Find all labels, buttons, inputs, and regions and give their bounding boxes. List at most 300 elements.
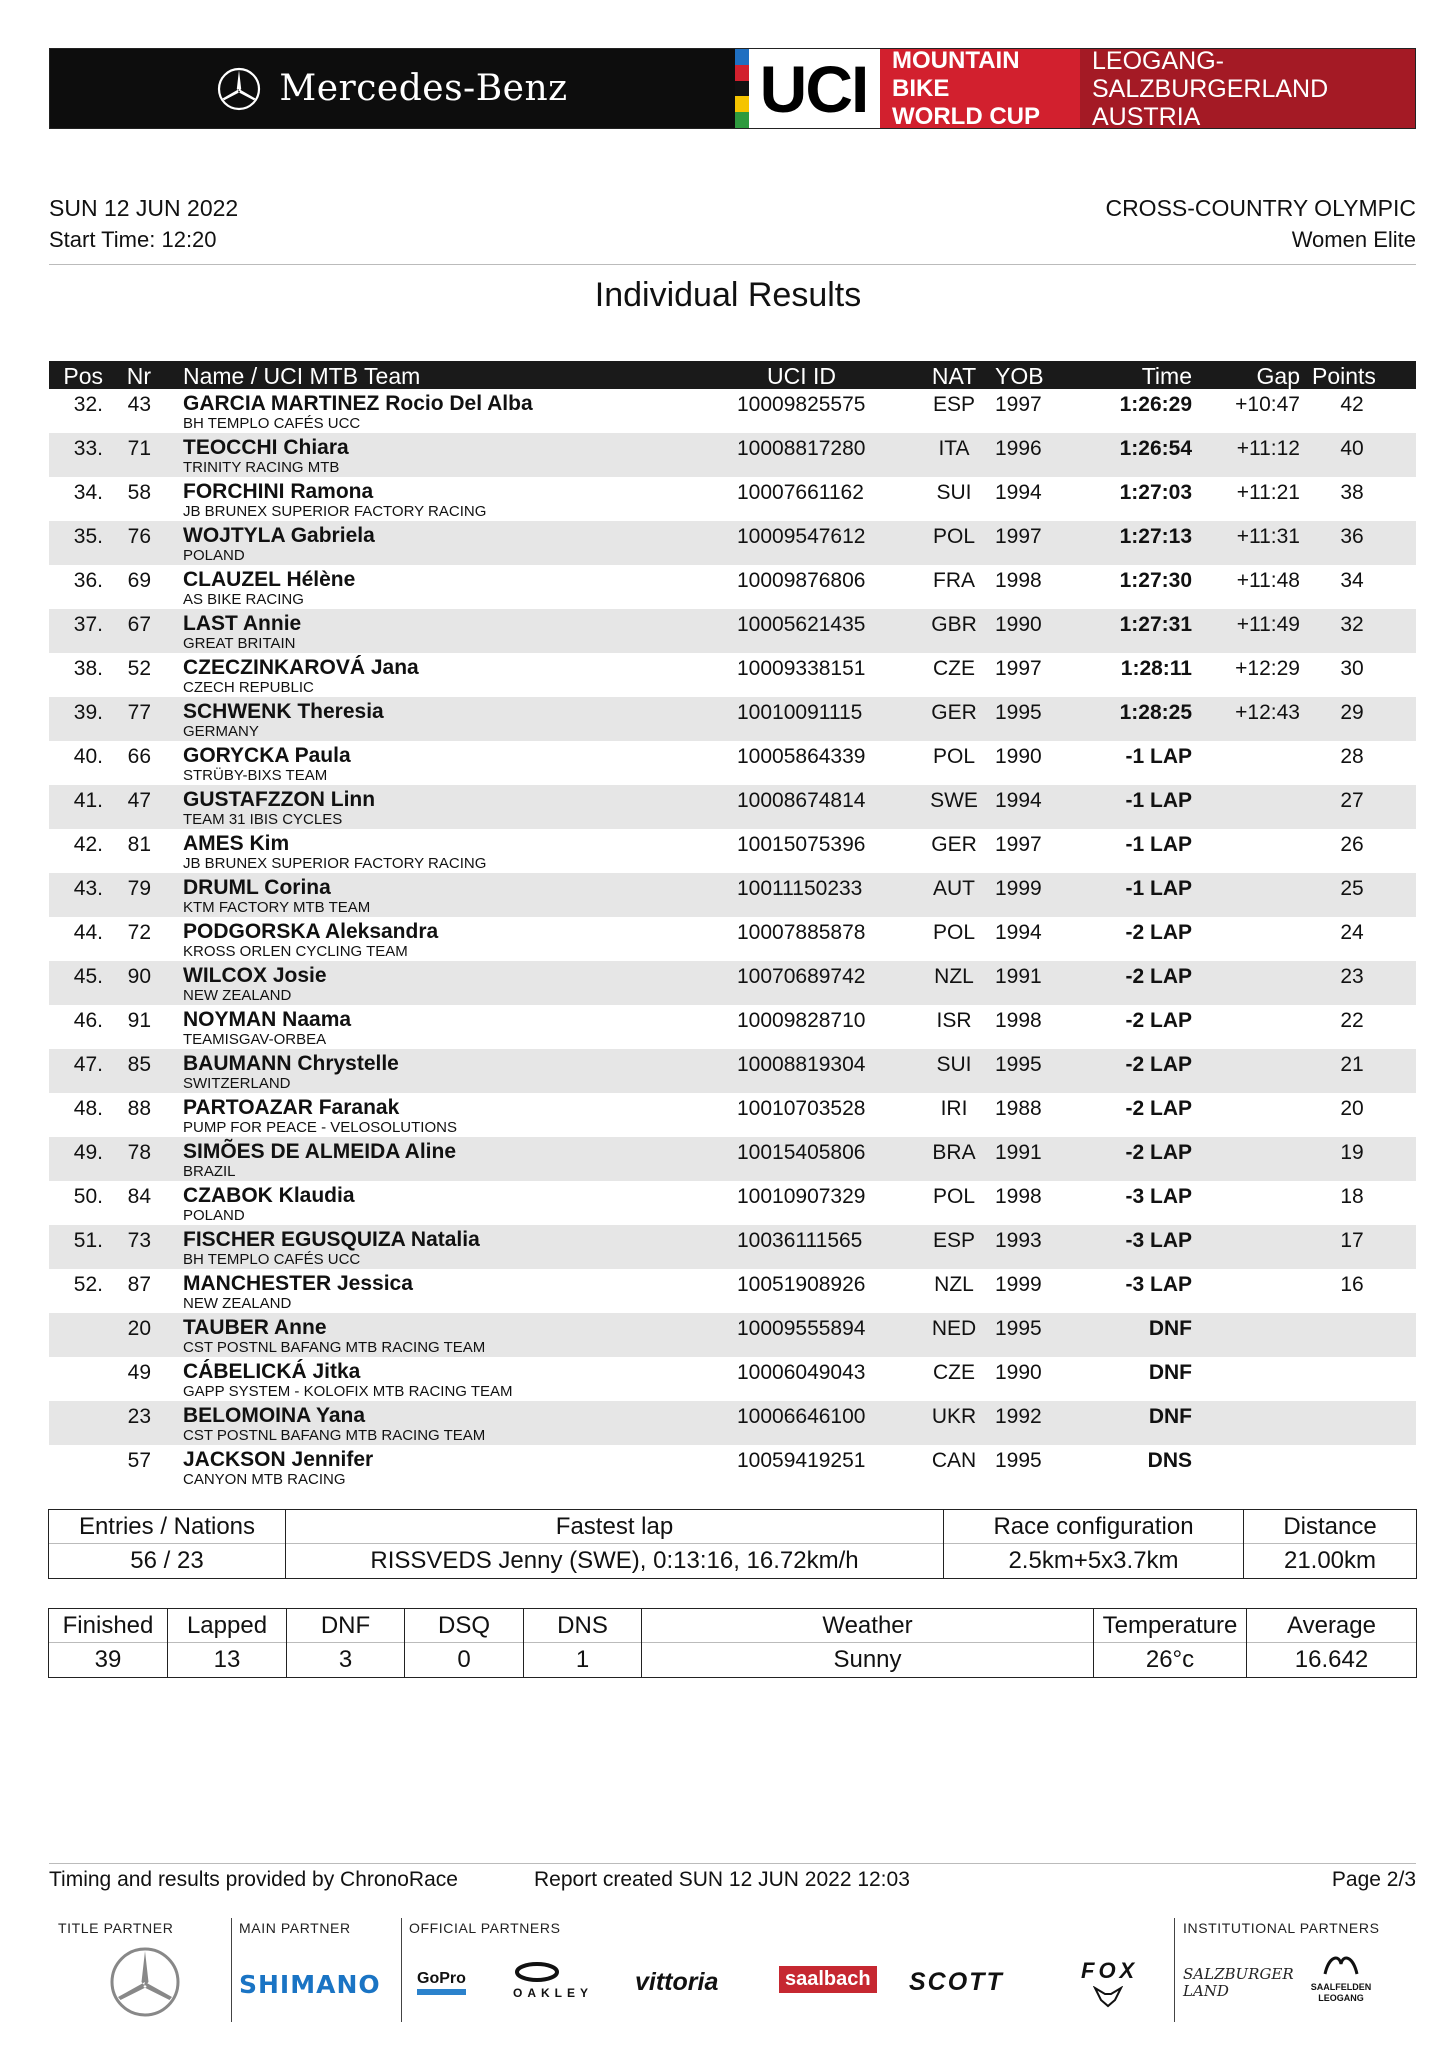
cell-nr: 66	[127, 745, 151, 768]
header-gap: Gap	[1256, 363, 1300, 389]
cell-uci-id: 10007885878	[737, 921, 866, 944]
cell-rider-name: TAUBER Anne	[183, 1316, 327, 1339]
cell-yob: 1994	[995, 481, 1042, 504]
partners-strip	[49, 1912, 1416, 2022]
cell-nr: 78	[127, 1141, 151, 1164]
cell-time: -2 LAP	[1125, 1097, 1192, 1120]
oakley-ellipse-icon	[513, 1962, 561, 1982]
cell-uci-id: 10010907329	[737, 1185, 866, 1208]
weather-label: Weather	[642, 1609, 1093, 1643]
cell-nr: 52	[127, 657, 151, 680]
cell-rider-name: BAUMANN Chrystelle	[183, 1052, 399, 1075]
cell-yob: 1996	[995, 437, 1042, 460]
cell-rider-name: PODGORSKA Aleksandra	[183, 920, 439, 943]
cell-nat: GER	[931, 701, 977, 724]
cell-nr: 67	[127, 613, 151, 636]
cell-uci-id: 10006049043	[737, 1361, 866, 1384]
cell-yob: 1991	[995, 1141, 1042, 1164]
cell-rider-name: WOJTYLA Gabriela	[183, 524, 375, 547]
cell-pos: 42.	[73, 833, 103, 856]
cell-team: NEW ZEALAND	[183, 1295, 292, 1312]
cell-time: 1:28:11	[1120, 657, 1192, 680]
event-date: SUN 12 JUN 2022	[49, 195, 239, 221]
table-row	[49, 785, 1416, 829]
partner-separator	[1174, 1918, 1175, 2022]
shimano-logo: SHIMANO	[239, 1970, 381, 1999]
race-summary-table	[48, 1509, 1417, 1579]
stats-summary-table	[48, 1608, 1417, 1678]
cell-yob: 1991	[995, 965, 1042, 988]
cell-team: TRINITY RACING MTB	[183, 459, 340, 476]
cell-nr: 47	[127, 789, 151, 812]
cell-yob: 1995	[995, 1449, 1042, 1472]
cell-team: GREAT BRITAIN	[183, 635, 296, 652]
cell-uci-id: 10051908926	[737, 1273, 866, 1296]
oakley-logo	[513, 1962, 561, 1987]
cell-uci-id: 10006646100	[737, 1405, 866, 1428]
cell-points: 32	[1340, 613, 1364, 636]
cell-nat: CAN	[931, 1449, 977, 1472]
cell-nat: ITA	[938, 437, 970, 460]
vittoria-logo: vittoria	[635, 1968, 719, 1996]
cell-rider-name: AMES Kim	[183, 832, 290, 855]
table-row	[49, 653, 1416, 697]
cell-yob: 1994	[995, 789, 1042, 812]
cell-pos: 34.	[73, 481, 103, 504]
cell-nr: 69	[127, 569, 151, 592]
temperature-value: 26°c	[1145, 1646, 1195, 1673]
main-partner-label: MAIN PARTNER	[239, 1920, 351, 1936]
table-row	[49, 1401, 1416, 1445]
cell-yob: 1995	[995, 1053, 1042, 1076]
venue-panel	[1080, 46, 1415, 131]
cell-nr: 85	[127, 1053, 151, 1076]
cell-rider-name: JACKSON Jennifer	[183, 1448, 374, 1471]
table-row	[49, 389, 1416, 433]
entries-value: 56 / 23	[130, 1547, 204, 1574]
lapped-label: Lapped	[168, 1609, 286, 1643]
cell-uci-id: 10009547612	[737, 525, 866, 548]
cell-rider-name: SIMÕES DE ALMEIDA Aline	[183, 1140, 457, 1163]
header-divider	[49, 264, 1416, 265]
cell-time: DNF	[1148, 1405, 1192, 1428]
cell-nat: GBR	[931, 613, 977, 636]
dns-column	[524, 1609, 642, 1677]
scott-logo: SCOTT	[909, 1968, 1004, 1996]
cell-rider-name: LAST Annie	[183, 612, 302, 635]
cell-nat: ESP	[932, 1229, 976, 1252]
cell-nat: POL	[932, 921, 976, 944]
oakley-wordmark: OAKLEY	[513, 1986, 594, 2000]
cell-nr: 81	[127, 833, 151, 856]
cell-rider-name: CZECZINKAROVÁ Jana	[183, 656, 419, 679]
cell-uci-id: 10070689742	[737, 965, 866, 988]
cell-time: -2 LAP	[1125, 965, 1192, 988]
uci-rainbow-stripes	[735, 49, 749, 128]
cell-nr: 20	[127, 1317, 151, 1340]
header-time: Time	[1141, 363, 1192, 389]
cell-pos: 43.	[73, 877, 103, 900]
cell-nr: 73	[127, 1229, 151, 1252]
table-row	[49, 1313, 1416, 1357]
table-row	[49, 1269, 1416, 1313]
cell-rider-name: FISCHER EGUSQUIZA Natalia	[183, 1228, 480, 1251]
cell-uci-id: 10015405806	[737, 1141, 866, 1164]
cell-nr: 91	[127, 1009, 151, 1032]
cell-points: 18	[1340, 1185, 1364, 1208]
cell-gap: +10:47	[1235, 393, 1300, 416]
cell-pos: 52.	[73, 1273, 103, 1296]
cell-points: 38	[1340, 481, 1364, 504]
cell-yob: 1992	[995, 1405, 1042, 1428]
results-table	[49, 361, 1416, 1489]
cell-pos: 40.	[73, 745, 103, 768]
cell-rider-name: NOYMAN Naama	[183, 1008, 352, 1031]
table-row	[49, 829, 1416, 873]
cell-points: 19	[1340, 1141, 1364, 1164]
table-row	[49, 873, 1416, 917]
dnf-label: DNF	[287, 1609, 404, 1643]
cell-team: CZECH REPUBLIC	[183, 679, 314, 696]
report-created: Report created SUN 12 JUN 2022 12:03	[534, 1868, 910, 1891]
cell-pos: 37.	[73, 613, 103, 636]
table-row	[49, 1049, 1416, 1093]
cell-nat: SUI	[936, 481, 972, 504]
dsq-label: DSQ	[405, 1609, 523, 1643]
header-nr: Nr	[126, 363, 151, 389]
cell-gap: +11:12	[1236, 437, 1300, 460]
cell-uci-id: 10010703528	[737, 1097, 866, 1120]
table-row	[49, 1357, 1416, 1401]
cell-nr: 49	[127, 1361, 151, 1384]
footer-divider	[49, 1863, 1416, 1864]
table-row	[49, 1005, 1416, 1049]
cell-team: POLAND	[183, 547, 245, 564]
saalfelden-emblem-icon	[1321, 1952, 1361, 1978]
distance-column	[1244, 1510, 1416, 1578]
partner-separator	[231, 1918, 232, 2022]
cell-team: AS BIKE RACING	[183, 591, 304, 608]
dns-label: DNS	[524, 1609, 641, 1643]
cell-nr: 87	[127, 1273, 151, 1296]
table-row	[49, 565, 1416, 609]
page-title: Individual Results	[594, 276, 862, 314]
cell-rider-name: SCHWENK Theresia	[183, 700, 384, 723]
cell-time: -1 LAP	[1125, 877, 1192, 900]
cell-pos: 50.	[73, 1185, 103, 1208]
cell-uci-id: 10036111565	[737, 1229, 863, 1252]
page-number: Page 2/3	[1331, 1868, 1416, 1891]
cell-nat: CZE	[933, 1361, 975, 1384]
table-row	[49, 697, 1416, 741]
cell-rider-name: PARTOAZAR Faranak	[183, 1096, 400, 1119]
cell-time: 1:26:54	[1119, 437, 1192, 460]
cell-rider-name: GORYCKA Paula	[183, 744, 351, 767]
finished-column	[49, 1609, 168, 1677]
table-row	[49, 1181, 1416, 1225]
cell-pos: 48.	[73, 1097, 103, 1120]
cell-gap: +11:48	[1236, 569, 1300, 592]
cell-rider-name: WILCOX Josie	[183, 964, 327, 987]
cell-time: 1:27:31	[1119, 613, 1192, 636]
cell-rider-name: TEOCCHI Chiara	[183, 436, 349, 459]
cell-points: 16	[1340, 1273, 1364, 1296]
cell-pos: 33.	[73, 437, 103, 460]
cell-points: 26	[1340, 833, 1364, 856]
cell-uci-id: 10015075396	[737, 833, 866, 856]
partner-separator	[401, 1918, 402, 2022]
race-config-column	[944, 1510, 1244, 1578]
cell-team: PUMP FOR PEACE - VELOSOLUTIONS	[183, 1119, 457, 1136]
cell-team: JB BRUNEX SUPERIOR FACTORY RACING	[183, 503, 487, 520]
table-row	[49, 609, 1416, 653]
cell-yob: 1990	[995, 613, 1042, 636]
dnf-value: 3	[338, 1646, 353, 1673]
cell-nat: UKR	[931, 1405, 977, 1428]
cell-nat: NZL	[934, 1273, 974, 1296]
cell-nat: SUI	[936, 1053, 972, 1076]
cell-uci-id: 10008674814	[737, 789, 866, 812]
cell-time: -3 LAP	[1125, 1229, 1192, 1252]
cell-nr: 58	[127, 481, 151, 504]
cell-nr: 72	[127, 921, 151, 944]
cell-uci-id: 10009825575	[737, 393, 866, 416]
cell-time: -3 LAP	[1125, 1273, 1192, 1296]
cell-rider-name: GUSTAFZZON Linn	[183, 788, 376, 811]
main-partner-group	[239, 1912, 399, 2022]
table-row	[49, 1445, 1416, 1489]
cell-time: DNF	[1148, 1361, 1192, 1384]
cell-yob: 1997	[995, 525, 1042, 548]
cell-nat: CZE	[933, 657, 975, 680]
temperature-label: Temperature	[1094, 1609, 1246, 1643]
cell-points: 42	[1340, 393, 1364, 416]
cell-uci-id: 10005621435	[737, 613, 866, 636]
cell-time: 1:27:13	[1119, 525, 1192, 548]
weather-column	[642, 1609, 1094, 1677]
cell-nat: NED	[931, 1317, 977, 1340]
race-config-label: Race configuration	[944, 1510, 1243, 1544]
weather-value: Sunny	[833, 1646, 902, 1673]
institutional-partners-group	[1183, 1912, 1416, 2022]
cell-team: CST POSTNL BAFANG MTB RACING TEAM	[183, 1339, 486, 1356]
cell-nr: 71	[127, 437, 151, 460]
header-name: Name / UCI MTB Team	[183, 363, 421, 389]
cell-points: 40	[1340, 437, 1364, 460]
table-row	[49, 1137, 1416, 1181]
race-config-value: 2.5km+5x3.7km	[1008, 1547, 1179, 1574]
cell-nat: NZL	[934, 965, 974, 988]
cell-nr: 76	[127, 525, 151, 548]
entries-label: Entries / Nations	[49, 1510, 285, 1544]
cell-yob: 1988	[995, 1097, 1042, 1120]
cell-time: 1:27:30	[1119, 569, 1192, 592]
cell-points: 30	[1340, 657, 1364, 680]
saalfelden-leogang-logo: SAALFELDEN LEOGANG	[1310, 1982, 1372, 2003]
mercedes-panel	[50, 49, 735, 128]
table-row	[49, 521, 1416, 565]
table-row	[49, 433, 1416, 477]
table-row	[49, 1093, 1416, 1137]
cell-nr: 23	[127, 1405, 151, 1428]
saalbach-logo: saalbach	[779, 1966, 877, 1993]
series-line2: WORLD CUP	[892, 102, 1040, 130]
cell-uci-id: 10009338151	[737, 657, 866, 680]
cell-points: 20	[1340, 1097, 1364, 1120]
cell-points: 29	[1340, 701, 1364, 724]
cell-team: TEAMISGAV-ORBEA	[183, 1031, 327, 1048]
uci-logo	[735, 49, 880, 128]
fastest-lap-value: RISSVEDS Jenny (SWE), 0:13:16, 16.72km/h	[370, 1547, 859, 1574]
official-partners-label: OFFICIAL PARTNERS	[409, 1920, 561, 1936]
average-value: 16.642	[1294, 1646, 1369, 1673]
mercedes-wordmark: Mercedes-Benz	[279, 68, 568, 109]
cell-gap: +12:29	[1235, 657, 1300, 680]
cell-yob: 1998	[995, 569, 1042, 592]
cell-time: DNF	[1148, 1317, 1192, 1340]
header-uci-id: UCI ID	[767, 363, 836, 389]
title-partner-group	[49, 1912, 229, 2022]
cell-time: -2 LAP	[1125, 1009, 1192, 1032]
cell-rider-name: GARCIA MARTINEZ Rocio Del Alba	[183, 392, 533, 415]
cell-pos: 51.	[73, 1229, 103, 1252]
cell-points: 23	[1340, 965, 1364, 988]
cell-uci-id: 10008819304	[737, 1053, 866, 1076]
cell-rider-name: DRUML Corina	[183, 876, 331, 899]
cell-yob: 1995	[995, 701, 1042, 724]
finished-label: Finished	[49, 1609, 167, 1643]
cell-yob: 1994	[995, 921, 1042, 944]
cell-points: 21	[1340, 1053, 1364, 1076]
cell-nat: POL	[932, 745, 976, 768]
cell-yob: 1990	[995, 745, 1042, 768]
cell-yob: 1997	[995, 657, 1042, 680]
mercedes-star-icon	[105, 1946, 185, 2018]
cell-pos: 38.	[73, 657, 103, 680]
cell-uci-id: 10009555894	[737, 1317, 866, 1340]
cell-time: -1 LAP	[1125, 745, 1192, 768]
table-row	[49, 741, 1416, 785]
cell-nr: 88	[127, 1097, 151, 1120]
discipline: CROSS-COUNTRY OLYMPIC	[1105, 195, 1416, 221]
cell-team: SWITZERLAND	[183, 1075, 291, 1092]
cell-gap: +11:31	[1236, 525, 1300, 548]
cell-yob: 1995	[995, 1317, 1042, 1340]
cell-yob: 1999	[995, 877, 1042, 900]
cell-time: -2 LAP	[1125, 1053, 1192, 1076]
cell-nat: BRA	[932, 1141, 976, 1164]
lapped-value: 13	[213, 1646, 241, 1673]
entries-column	[49, 1510, 286, 1578]
fastest-lap-label: Fastest lap	[286, 1510, 943, 1544]
cell-nr: 57	[127, 1449, 151, 1472]
cell-pos: 45.	[73, 965, 103, 988]
distance-label: Distance	[1244, 1510, 1416, 1544]
cell-team: POLAND	[183, 1207, 245, 1224]
cell-time: -2 LAP	[1125, 921, 1192, 944]
cell-rider-name: CZABOK Klaudia	[183, 1184, 355, 1207]
venue-line2: AUSTRIA	[1092, 102, 1201, 131]
venue-line1: LEOGANG-SALZBURGERLAND	[1092, 46, 1329, 103]
start-time: Start Time: 12:20	[49, 227, 217, 252]
cell-nat: POL	[932, 1185, 976, 1208]
cell-pos: 35.	[73, 525, 103, 548]
header-yob: YOB	[995, 363, 1044, 389]
cell-uci-id: 10008817280	[737, 437, 866, 460]
table-row	[49, 961, 1416, 1005]
cell-nat: ESP	[932, 393, 976, 416]
header-banner	[49, 48, 1416, 129]
cell-points: 25	[1340, 877, 1364, 900]
cell-team: NEW ZEALAND	[183, 987, 292, 1004]
cell-points: 17	[1340, 1229, 1364, 1252]
cell-rider-name: FORCHINI Ramona	[183, 480, 374, 503]
cell-uci-id: 10005864339	[737, 745, 866, 768]
cell-nat: POL	[932, 525, 976, 548]
cell-nr: 79	[127, 877, 151, 900]
dns-value: 1	[575, 1646, 590, 1673]
cell-yob: 1998	[995, 1185, 1042, 1208]
finished-value: 39	[94, 1646, 122, 1673]
cell-team: STRÜBY-BIXS TEAM	[183, 767, 328, 784]
gopro-logo: GoPro	[417, 1970, 466, 1995]
event-info-left	[49, 193, 238, 257]
cell-uci-id: 10010091115	[737, 701, 863, 724]
cell-nr: 84	[127, 1185, 151, 1208]
cell-rider-name: CÁBELICKÁ Jitka	[183, 1360, 361, 1383]
fastest-lap-column	[286, 1510, 944, 1578]
cell-pos: 49.	[73, 1141, 103, 1164]
cell-nat: ISR	[936, 1009, 972, 1032]
cell-team: TEAM 31 IBIS CYCLES	[183, 811, 343, 828]
cell-nr: 90	[127, 965, 151, 988]
dsq-value: 0	[457, 1646, 471, 1673]
category: Women Elite	[1291, 227, 1416, 252]
cell-team: BRAZIL	[183, 1163, 236, 1180]
cell-team: CANYON MTB RACING	[183, 1471, 346, 1488]
cell-points: 34	[1340, 569, 1364, 592]
cell-nat: IRI	[940, 1097, 968, 1120]
dsq-column	[405, 1609, 524, 1677]
cell-uci-id: 10009828710	[737, 1009, 866, 1032]
cell-rider-name: CLAUZEL Hélène	[183, 568, 356, 591]
cell-pos: 47.	[73, 1053, 103, 1076]
cell-pos: 36.	[73, 569, 103, 592]
cell-team: BH TEMPLO CAFÉS UCC	[183, 1251, 361, 1268]
cell-rider-name: BELOMOINA Yana	[183, 1404, 366, 1427]
cell-team: KTM FACTORY MTB TEAM	[183, 899, 371, 916]
fox-head-icon	[1093, 1986, 1123, 2008]
cell-time: -3 LAP	[1125, 1185, 1192, 1208]
timing-provider: Timing and results provided by ChronoRace	[49, 1868, 458, 1891]
cell-yob: 1999	[995, 1273, 1042, 1296]
dnf-column	[287, 1609, 405, 1677]
cell-team: JB BRUNEX SUPERIOR FACTORY RACING	[183, 855, 487, 872]
cell-gap: +11:21	[1236, 481, 1300, 504]
cell-points: 22	[1340, 1009, 1364, 1032]
cell-rider-name: MANCHESTER Jessica	[183, 1272, 413, 1295]
cell-yob: 1993	[995, 1229, 1042, 1252]
uci-wordmark: UCI	[759, 51, 868, 126]
table-row	[49, 477, 1416, 521]
cell-pos: 32.	[73, 393, 103, 416]
cell-time: 1:28:25	[1119, 701, 1192, 724]
cell-team: KROSS ORLEN CYCLING TEAM	[183, 943, 408, 960]
cell-points: 36	[1340, 525, 1364, 548]
cell-time: DNS	[1147, 1449, 1192, 1472]
cell-team: GERMANY	[183, 723, 259, 740]
temperature-column	[1094, 1609, 1247, 1677]
